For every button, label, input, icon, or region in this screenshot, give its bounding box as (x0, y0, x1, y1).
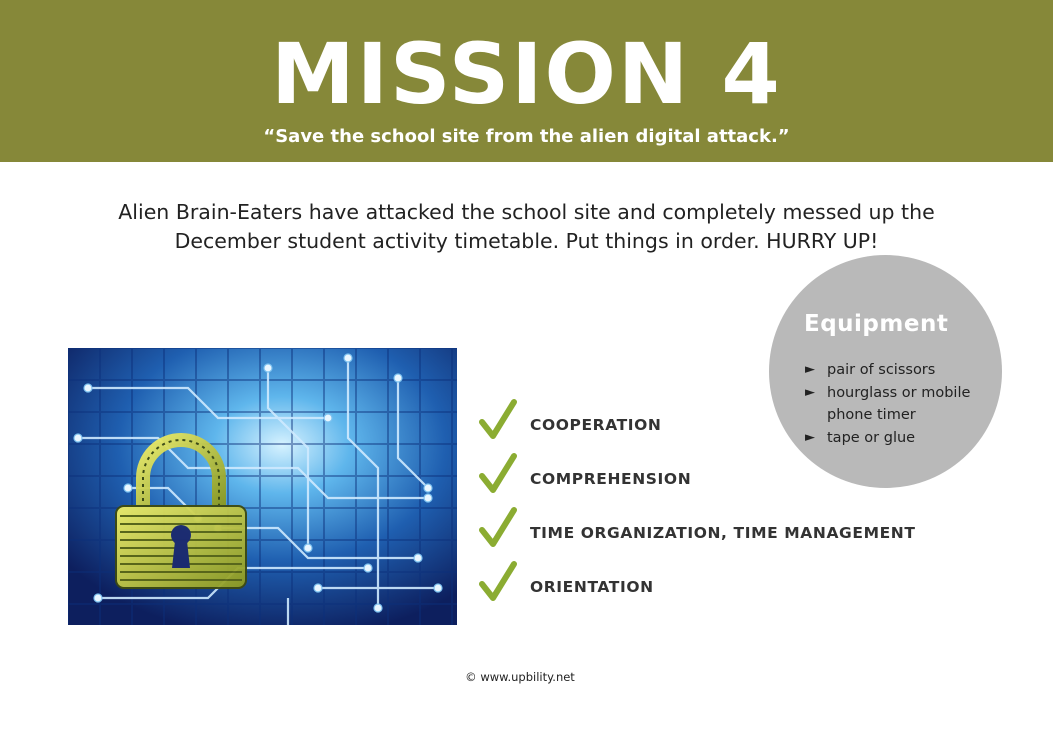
skill-label: COMPREHENSION (530, 470, 692, 488)
skill-label: COOPERATION (530, 416, 662, 434)
equipment-list (805, 359, 995, 449)
intro-line-2: December student activity timetable. Put things in order. HURRY UP! (174, 229, 879, 253)
skill-label: ORIENTATION (530, 578, 654, 596)
checkmark-icon (478, 560, 518, 604)
equipment-circle (769, 255, 1002, 488)
bullet-arrow-icon: ► (805, 384, 815, 400)
bullet-arrow-icon: ► (805, 429, 815, 445)
equipment-item (805, 382, 995, 427)
skill-item-orientation (478, 560, 948, 614)
equipment-item-text: pair of scissors (827, 362, 936, 378)
header-banner (0, 0, 1053, 162)
equipment-title: Equipment (804, 311, 949, 337)
page-title: MISSION 4 (271, 25, 782, 123)
checkmark-icon (478, 398, 518, 442)
checkmark-icon (478, 452, 518, 496)
copyright-footer: © www.upbility.net (465, 670, 575, 684)
skill-item-time-organization (478, 506, 948, 560)
equipment-item (805, 359, 995, 382)
intro-text (60, 198, 993, 256)
equipment-item (805, 427, 995, 450)
intro-line-1: Alien Brain-Eaters have attacked the school site and completely messed up the (118, 200, 935, 224)
equipment-item-text: hourglass or mobile phone timer (827, 384, 971, 423)
skill-label: TIME ORGANIZATION, TIME MANAGEMENT (530, 524, 916, 542)
padlock-circuit-board-icon (68, 348, 457, 625)
page-subtitle: “Save the school site from the alien digital attack.” (263, 126, 790, 147)
bullet-arrow-icon: ► (805, 362, 815, 377)
equipment-item-text: tape or glue (827, 429, 916, 446)
checkmark-icon (478, 506, 518, 550)
